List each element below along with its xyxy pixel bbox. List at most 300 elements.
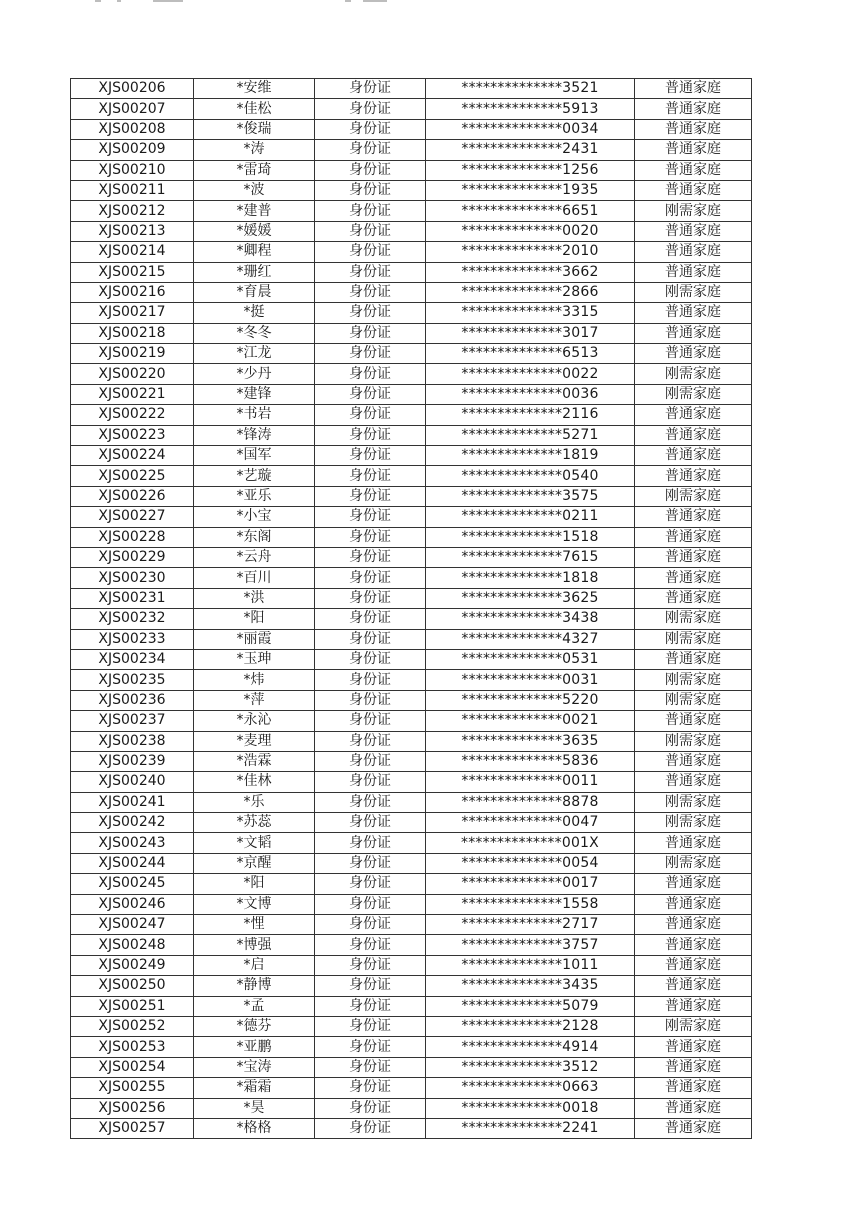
applicant-name-cell: *宝涛 <box>194 1057 315 1077</box>
registration-id-cell: XJS00252 <box>71 1016 194 1036</box>
table-row <box>71 976 752 996</box>
household-type-cell: 刚需家庭 <box>635 731 752 751</box>
applicant-name-cell: *洪 <box>194 588 315 608</box>
masked-id-number-cell: **************2431 <box>426 140 635 160</box>
applicant-name-cell: *孟 <box>194 996 315 1016</box>
table-row <box>71 1118 752 1138</box>
document-type-cell: 身份证 <box>315 323 426 343</box>
masked-id-number-cell: **************4914 <box>426 1037 635 1057</box>
table-row <box>71 1078 752 1098</box>
document-type-cell: 身份证 <box>315 446 426 466</box>
table-row <box>71 1037 752 1057</box>
document-type-cell: 身份证 <box>315 976 426 996</box>
applicant-name-cell: *丽霞 <box>194 629 315 649</box>
applicant-name-cell: *格格 <box>194 1118 315 1138</box>
masked-id-number-cell: **************6513 <box>426 344 635 364</box>
masked-id-number-cell: **************5220 <box>426 690 635 710</box>
registration-id-cell: XJS00246 <box>71 894 194 914</box>
household-type-cell: 普通家庭 <box>635 1078 752 1098</box>
document-type-cell: 身份证 <box>315 303 426 323</box>
table-row <box>71 344 752 364</box>
table-row <box>71 955 752 975</box>
applicant-name-cell: *阳 <box>194 874 315 894</box>
table-row <box>71 79 752 99</box>
masked-id-number-cell: **************2116 <box>426 405 635 425</box>
document-type-cell: 身份证 <box>315 242 426 262</box>
masked-id-number-cell: **************3017 <box>426 323 635 343</box>
registration-id-cell: XJS00240 <box>71 772 194 792</box>
masked-id-number-cell: **************3512 <box>426 1057 635 1077</box>
household-type-cell: 普通家庭 <box>635 99 752 119</box>
applicant-name-cell: *育晨 <box>194 282 315 302</box>
registration-id-cell: XJS00230 <box>71 568 194 588</box>
document-type-cell: 身份证 <box>315 609 426 629</box>
masked-id-number-cell: **************6651 <box>426 201 635 221</box>
document-type-cell: 身份证 <box>315 1016 426 1036</box>
document-type-cell: 身份证 <box>315 282 426 302</box>
registration-id-cell: XJS00225 <box>71 466 194 486</box>
document-type-cell: 身份证 <box>315 466 426 486</box>
applicant-name-cell: *艺璇 <box>194 466 315 486</box>
table-row <box>71 446 752 466</box>
table-row <box>71 119 752 139</box>
applicant-name-cell: *国军 <box>194 446 315 466</box>
household-type-cell: 普通家庭 <box>635 527 752 547</box>
document-type-cell: 身份证 <box>315 853 426 873</box>
registration-id-cell: XJS00241 <box>71 792 194 812</box>
registration-id-cell: XJS00244 <box>71 853 194 873</box>
document-type-cell: 身份证 <box>315 792 426 812</box>
masked-id-number-cell: **************001X <box>426 833 635 853</box>
registration-id-cell: XJS00232 <box>71 609 194 629</box>
document-type-cell: 身份证 <box>315 935 426 955</box>
masked-id-number-cell: **************4327 <box>426 629 635 649</box>
table-row <box>71 242 752 262</box>
table-row <box>71 527 752 547</box>
registration-id-cell: XJS00257 <box>71 1118 194 1138</box>
applicant-name-cell: *挺 <box>194 303 315 323</box>
table-row <box>71 731 752 751</box>
household-type-cell: 普通家庭 <box>635 1118 752 1138</box>
applicant-name-cell: *文博 <box>194 894 315 914</box>
document-type-cell: 身份证 <box>315 751 426 771</box>
document-type-cell: 身份证 <box>315 915 426 935</box>
registration-id-cell: XJS00220 <box>71 364 194 384</box>
table-row <box>71 568 752 588</box>
applicant-name-cell: *炜 <box>194 670 315 690</box>
household-type-cell: 普通家庭 <box>635 568 752 588</box>
household-type-cell: 刚需家庭 <box>635 813 752 833</box>
household-type-cell: 普通家庭 <box>635 1037 752 1057</box>
applicant-name-cell: *静博 <box>194 976 315 996</box>
table-row <box>71 751 752 771</box>
household-type-cell: 普通家庭 <box>635 140 752 160</box>
registration-id-cell: XJS00236 <box>71 690 194 710</box>
table-row <box>71 588 752 608</box>
registration-id-cell: XJS00212 <box>71 201 194 221</box>
registration-id-cell: XJS00217 <box>71 303 194 323</box>
registration-id-cell: XJS00223 <box>71 425 194 445</box>
masked-id-number-cell: **************5913 <box>426 99 635 119</box>
household-type-cell: 普通家庭 <box>635 344 752 364</box>
masked-id-number-cell: **************0047 <box>426 813 635 833</box>
table-row <box>71 629 752 649</box>
registration-id-cell: XJS00254 <box>71 1057 194 1077</box>
document-type-cell: 身份证 <box>315 670 426 690</box>
registration-id-cell: XJS00218 <box>71 323 194 343</box>
applicant-name-cell: *阳 <box>194 609 315 629</box>
applicant-roster-table <box>70 78 752 1139</box>
masked-id-number-cell: **************0018 <box>426 1098 635 1118</box>
masked-id-number-cell: **************0054 <box>426 853 635 873</box>
document-type-cell: 身份证 <box>315 1057 426 1077</box>
table-row <box>71 915 752 935</box>
applicant-name-cell: *书岩 <box>194 405 315 425</box>
registration-id-cell: XJS00248 <box>71 935 194 955</box>
household-type-cell: 刚需家庭 <box>635 201 752 221</box>
table-row <box>71 833 752 853</box>
household-type-cell: 普通家庭 <box>635 425 752 445</box>
table-row <box>71 1098 752 1118</box>
household-type-cell: 刚需家庭 <box>635 690 752 710</box>
applicant-name-cell: *俊瑞 <box>194 119 315 139</box>
masked-id-number-cell: **************3435 <box>426 976 635 996</box>
table-row <box>71 690 752 710</box>
household-type-cell: 普通家庭 <box>635 833 752 853</box>
document-type-cell: 身份证 <box>315 711 426 731</box>
masked-id-number-cell: **************1011 <box>426 955 635 975</box>
applicant-name-cell: *锋涛 <box>194 425 315 445</box>
masked-id-number-cell: **************3521 <box>426 79 635 99</box>
applicant-name-cell: *卿程 <box>194 242 315 262</box>
table-row <box>71 772 752 792</box>
masked-id-number-cell: **************2866 <box>426 282 635 302</box>
registration-id-cell: XJS00227 <box>71 507 194 527</box>
masked-id-number-cell: **************0034 <box>426 119 635 139</box>
document-type-cell: 身份证 <box>315 364 426 384</box>
table-row <box>71 160 752 180</box>
table-row <box>71 711 752 731</box>
registration-id-cell: XJS00221 <box>71 384 194 404</box>
household-type-cell: 普通家庭 <box>635 242 752 262</box>
applicant-name-cell: *东阁 <box>194 527 315 547</box>
table-row <box>71 813 752 833</box>
table-row <box>71 1016 752 1036</box>
applicant-name-cell: *建普 <box>194 201 315 221</box>
household-type-cell: 普通家庭 <box>635 751 752 771</box>
applicant-name-cell: *亚乐 <box>194 486 315 506</box>
registration-id-cell: XJS00229 <box>71 547 194 567</box>
masked-id-number-cell: **************7615 <box>426 547 635 567</box>
table-row <box>71 323 752 343</box>
applicant-name-cell: *亚鹏 <box>194 1037 315 1057</box>
masked-id-number-cell: **************3662 <box>426 262 635 282</box>
household-type-cell: 普通家庭 <box>635 547 752 567</box>
document-type-cell: 身份证 <box>315 344 426 364</box>
registration-id-cell: XJS00219 <box>71 344 194 364</box>
document-type-cell: 身份证 <box>315 894 426 914</box>
household-type-cell: 普通家庭 <box>635 874 752 894</box>
household-type-cell: 刚需家庭 <box>635 282 752 302</box>
table-row <box>71 405 752 425</box>
registration-id-cell: XJS00224 <box>71 446 194 466</box>
table-row <box>71 303 752 323</box>
household-type-cell: 普通家庭 <box>635 915 752 935</box>
household-type-cell: 普通家庭 <box>635 955 752 975</box>
masked-id-number-cell: **************3438 <box>426 609 635 629</box>
masked-id-number-cell: **************1256 <box>426 160 635 180</box>
document-type-cell: 身份证 <box>315 1078 426 1098</box>
applicant-name-cell: *波 <box>194 180 315 200</box>
registration-id-cell: XJS00250 <box>71 976 194 996</box>
registration-id-cell: XJS00251 <box>71 996 194 1016</box>
document-type-cell: 身份证 <box>315 833 426 853</box>
household-type-cell: 刚需家庭 <box>635 629 752 649</box>
applicant-name-cell: *江龙 <box>194 344 315 364</box>
registration-id-cell: XJS00211 <box>71 180 194 200</box>
applicant-name-cell: *麦理 <box>194 731 315 751</box>
household-type-cell: 普通家庭 <box>635 323 752 343</box>
applicant-name-cell: *小宝 <box>194 507 315 527</box>
table-row <box>71 853 752 873</box>
registration-id-cell: XJS00209 <box>71 140 194 160</box>
masked-id-number-cell: **************0663 <box>426 1078 635 1098</box>
applicant-name-cell: *建锋 <box>194 384 315 404</box>
document-type-cell: 身份证 <box>315 384 426 404</box>
document-type-cell: 身份证 <box>315 1118 426 1138</box>
table-row <box>71 609 752 629</box>
registration-id-cell: XJS00245 <box>71 874 194 894</box>
table-row <box>71 384 752 404</box>
masked-id-number-cell: **************1518 <box>426 527 635 547</box>
registration-id-cell: XJS00226 <box>71 486 194 506</box>
table-row <box>71 425 752 445</box>
household-type-cell: 普通家庭 <box>635 221 752 241</box>
masked-id-number-cell: **************0011 <box>426 772 635 792</box>
applicant-name-cell: *文韬 <box>194 833 315 853</box>
household-type-cell: 普通家庭 <box>635 79 752 99</box>
household-type-cell: 普通家庭 <box>635 466 752 486</box>
registration-id-cell: XJS00206 <box>71 79 194 99</box>
registration-id-cell: XJS00208 <box>71 119 194 139</box>
table-row <box>71 670 752 690</box>
document-type-cell: 身份证 <box>315 99 426 119</box>
applicant-name-cell: *萍 <box>194 690 315 710</box>
document-type-cell: 身份证 <box>315 1098 426 1118</box>
table-row <box>71 894 752 914</box>
document-type-cell: 身份证 <box>315 486 426 506</box>
masked-id-number-cell: **************0020 <box>426 221 635 241</box>
applicant-name-cell: *浩霖 <box>194 751 315 771</box>
table-row <box>71 874 752 894</box>
masked-id-number-cell: **************3635 <box>426 731 635 751</box>
registration-id-cell: XJS00210 <box>71 160 194 180</box>
masked-id-number-cell: **************0036 <box>426 384 635 404</box>
document-type-cell: 身份证 <box>315 201 426 221</box>
masked-id-number-cell: **************1558 <box>426 894 635 914</box>
table-row <box>71 792 752 812</box>
applicant-name-cell: *涛 <box>194 140 315 160</box>
table-row <box>71 99 752 119</box>
masked-id-number-cell: **************0031 <box>426 670 635 690</box>
masked-id-number-cell: **************8878 <box>426 792 635 812</box>
table-row <box>71 547 752 567</box>
applicant-name-cell: *乐 <box>194 792 315 812</box>
masked-id-number-cell: **************3575 <box>426 486 635 506</box>
applicant-name-cell: *冬冬 <box>194 323 315 343</box>
masked-id-number-cell: **************0540 <box>426 466 635 486</box>
document-type-cell: 身份证 <box>315 772 426 792</box>
registration-id-cell: XJS00249 <box>71 955 194 975</box>
document-type-cell: 身份证 <box>315 140 426 160</box>
document-type-cell: 身份证 <box>315 731 426 751</box>
household-type-cell: 普通家庭 <box>635 1098 752 1118</box>
scan-artifact-marks <box>95 0 395 6</box>
table-row <box>71 1057 752 1077</box>
applicant-name-cell: *佳松 <box>194 99 315 119</box>
masked-id-number-cell: **************2717 <box>426 915 635 935</box>
document-type-cell: 身份证 <box>315 955 426 975</box>
applicant-name-cell: *玉珅 <box>194 649 315 669</box>
masked-id-number-cell: **************2128 <box>426 1016 635 1036</box>
document-type-cell: 身份证 <box>315 568 426 588</box>
applicant-name-cell: *德芬 <box>194 1016 315 1036</box>
applicant-name-cell: *京醒 <box>194 853 315 873</box>
table-row <box>71 262 752 282</box>
document-type-cell: 身份证 <box>315 405 426 425</box>
document-type-cell: 身份证 <box>315 262 426 282</box>
table-row <box>71 221 752 241</box>
household-type-cell: 普通家庭 <box>635 976 752 996</box>
registration-id-cell: XJS00237 <box>71 711 194 731</box>
masked-id-number-cell: **************3315 <box>426 303 635 323</box>
registration-id-cell: XJS00243 <box>71 833 194 853</box>
household-type-cell: 普通家庭 <box>635 446 752 466</box>
registration-id-cell: XJS00247 <box>71 915 194 935</box>
masked-id-number-cell: **************1818 <box>426 568 635 588</box>
household-type-cell: 普通家庭 <box>635 1057 752 1077</box>
registration-id-cell: XJS00207 <box>71 99 194 119</box>
masked-id-number-cell: **************0211 <box>426 507 635 527</box>
registration-id-cell: XJS00238 <box>71 731 194 751</box>
roster-table-body <box>71 79 752 1139</box>
registration-id-cell: XJS00213 <box>71 221 194 241</box>
document-type-cell: 身份证 <box>315 874 426 894</box>
document-type-cell: 身份证 <box>315 221 426 241</box>
household-type-cell: 普通家庭 <box>635 119 752 139</box>
registration-id-cell: XJS00233 <box>71 629 194 649</box>
document-type-cell: 身份证 <box>315 79 426 99</box>
applicant-name-cell: *悝 <box>194 915 315 935</box>
household-type-cell: 刚需家庭 <box>635 364 752 384</box>
document-type-cell: 身份证 <box>315 180 426 200</box>
table-row <box>71 507 752 527</box>
masked-id-number-cell: **************0531 <box>426 649 635 669</box>
household-type-cell: 普通家庭 <box>635 405 752 425</box>
applicant-name-cell: *雷琦 <box>194 160 315 180</box>
household-type-cell: 普通家庭 <box>635 996 752 1016</box>
registration-id-cell: XJS00239 <box>71 751 194 771</box>
document-type-cell: 身份证 <box>315 507 426 527</box>
table-row <box>71 466 752 486</box>
household-type-cell: 普通家庭 <box>635 894 752 914</box>
applicant-name-cell: *霜霜 <box>194 1078 315 1098</box>
applicant-name-cell: *百川 <box>194 568 315 588</box>
masked-id-number-cell: **************0017 <box>426 874 635 894</box>
document-type-cell: 身份证 <box>315 425 426 445</box>
household-type-cell: 普通家庭 <box>635 935 752 955</box>
household-type-cell: 刚需家庭 <box>635 609 752 629</box>
masked-id-number-cell: **************0022 <box>426 364 635 384</box>
document-type-cell: 身份证 <box>315 690 426 710</box>
household-type-cell: 普通家庭 <box>635 262 752 282</box>
table-row <box>71 935 752 955</box>
registration-id-cell: XJS00222 <box>71 405 194 425</box>
registration-id-cell: XJS00231 <box>71 588 194 608</box>
table-row <box>71 649 752 669</box>
registration-id-cell: XJS00216 <box>71 282 194 302</box>
applicant-name-cell: *苏蕊 <box>194 813 315 833</box>
household-type-cell: 普通家庭 <box>635 303 752 323</box>
applicant-name-cell: *少丹 <box>194 364 315 384</box>
document-type-cell: 身份证 <box>315 649 426 669</box>
household-type-cell: 普通家庭 <box>635 180 752 200</box>
household-type-cell: 刚需家庭 <box>635 1016 752 1036</box>
masked-id-number-cell: **************3625 <box>426 588 635 608</box>
household-type-cell: 刚需家庭 <box>635 670 752 690</box>
masked-id-number-cell: **************1819 <box>426 446 635 466</box>
registration-id-cell: XJS00228 <box>71 527 194 547</box>
table-row <box>71 180 752 200</box>
table-row <box>71 201 752 221</box>
applicant-name-cell: *博强 <box>194 935 315 955</box>
registration-id-cell: XJS00255 <box>71 1078 194 1098</box>
applicant-name-cell: *珊红 <box>194 262 315 282</box>
household-type-cell: 刚需家庭 <box>635 486 752 506</box>
registration-id-cell: XJS00253 <box>71 1037 194 1057</box>
household-type-cell: 刚需家庭 <box>635 853 752 873</box>
masked-id-number-cell: **************1935 <box>426 180 635 200</box>
table-row <box>71 282 752 302</box>
household-type-cell: 普通家庭 <box>635 507 752 527</box>
registration-id-cell: XJS00215 <box>71 262 194 282</box>
masked-id-number-cell: **************5836 <box>426 751 635 771</box>
registration-id-cell: XJS00234 <box>71 649 194 669</box>
masked-id-number-cell: **************2241 <box>426 1118 635 1138</box>
registration-id-cell: XJS00256 <box>71 1098 194 1118</box>
document-type-cell: 身份证 <box>315 629 426 649</box>
table-row <box>71 486 752 506</box>
table-row <box>71 364 752 384</box>
household-type-cell: 刚需家庭 <box>635 384 752 404</box>
document-type-cell: 身份证 <box>315 996 426 1016</box>
household-type-cell: 刚需家庭 <box>635 792 752 812</box>
table-row <box>71 140 752 160</box>
document-type-cell: 身份证 <box>315 588 426 608</box>
household-type-cell: 普通家庭 <box>635 649 752 669</box>
masked-id-number-cell: **************5079 <box>426 996 635 1016</box>
household-type-cell: 普通家庭 <box>635 588 752 608</box>
document-type-cell: 身份证 <box>315 160 426 180</box>
registration-id-cell: XJS00242 <box>71 813 194 833</box>
registration-id-cell: XJS00235 <box>71 670 194 690</box>
household-type-cell: 普通家庭 <box>635 711 752 731</box>
applicant-name-cell: *昊 <box>194 1098 315 1118</box>
document-type-cell: 身份证 <box>315 119 426 139</box>
applicant-name-cell: *永沁 <box>194 711 315 731</box>
masked-id-number-cell: **************5271 <box>426 425 635 445</box>
masked-id-number-cell: **************2010 <box>426 242 635 262</box>
